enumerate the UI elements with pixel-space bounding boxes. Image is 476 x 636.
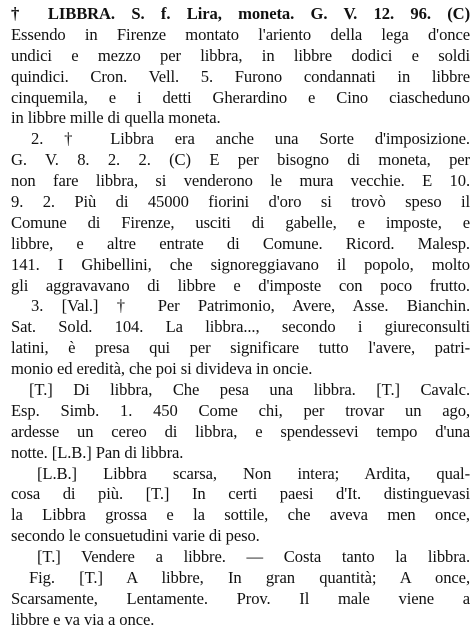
entry-line-3: undici e mezzo per libbra, in libbre dodici e soldi <box>11 45 470 65</box>
entry-line-8: G. V. 8. 2. 2. (C) E per bisogno di moneta, per <box>11 150 470 170</box>
subentry-vendere-a-libbre: [T.] Vendere a libbre. — Costa tanto la libbra. <box>37 547 470 567</box>
subentry-fig-a-libbre: Fig. [T.] A libbre, In gran quantità; A once, <box>29 568 470 588</box>
headword: † LIBBRA. S. f. Lira, moneta. G. V. 12. 96. (C) <box>11 4 470 23</box>
entry-line-21: ardesse un cereo di libbra, e spendessevi tempo d'una <box>11 421 470 441</box>
entry-line-11: Comune di Firenze, usciti di gabelle, e imposte, e <box>11 212 470 232</box>
subentry-di-libbra: [T.] Di libbra, Che pesa una libbra. [T.] Cavalc. <box>29 380 470 400</box>
entry-line-17: latini, è presa qui per significare tutto l'avere, patri- <box>11 338 470 358</box>
entry-line-20: Esp. Simb. 1. 450 Come chi, per trovar un ago, <box>11 400 470 420</box>
entry-line-22: notte. [L.B.] Pan di libbra. <box>11 442 184 462</box>
entry-line-10: 9. 2. Più di 45000 fiorini d'oro si trovò speso il <box>11 192 470 212</box>
entry-line-30: libbre e va via a once. <box>11 609 155 629</box>
entry-line-24: cosa di più. [T.] In certi paesi d'It. distinguevasi <box>11 484 470 504</box>
entry-line-1 <box>11 4 470 25</box>
entry-line-16: Sat. Sold. 104. La libbra..., secondo i giureconsulti <box>11 317 470 337</box>
entry-line-14: gli aggravavano di libbre e d'imposte con poco frutto. <box>11 275 470 295</box>
entry-line-2: Essendo in Firenze montato l'ariento della lega d'once <box>11 24 470 44</box>
entry-line-6: in libbre mille di quella moneta. <box>11 108 221 128</box>
entry-line-12: libbre, e altre entrate di Comune. Ricord. Malesp. <box>11 233 470 253</box>
entry-line-4: quindici. Cron. Vell. 5. Furono condannati in libbre <box>11 66 470 86</box>
subentry-libbra-scarsa: [L.B.] Libbra scarsa, Non intera; Ardita, qual- <box>37 463 470 483</box>
entry-line-13: 141. I Ghibellini, che signoreggiavano il popolo, molto <box>11 254 470 274</box>
entry-line-25: la Libbra grossa e la sottile, che aveva men once, <box>11 505 470 525</box>
sense-3-heading: 3. [Val.] † Per Patrimonio, Avere, Asse. Bianchin. <box>31 296 470 316</box>
entry-line-26: secondo le consuetudini varie di peso. <box>11 526 260 546</box>
entry-line-18: monio ed eredità, che poi si divideva in oncie. <box>11 359 313 379</box>
sense-2-heading: 2. † Libbra era anche una Sorte d'imposizione. <box>31 129 470 149</box>
entry-line-9: non fare libbra, si venderono le mura vecchie. E 10. <box>11 171 470 191</box>
entry-line-5: cinquemila, e i detti Gherardino e Cino ciascheduno <box>11 87 470 107</box>
entry-line-29: Scarsamente, Lentamente. Prov. Il male viene a <box>11 588 470 608</box>
